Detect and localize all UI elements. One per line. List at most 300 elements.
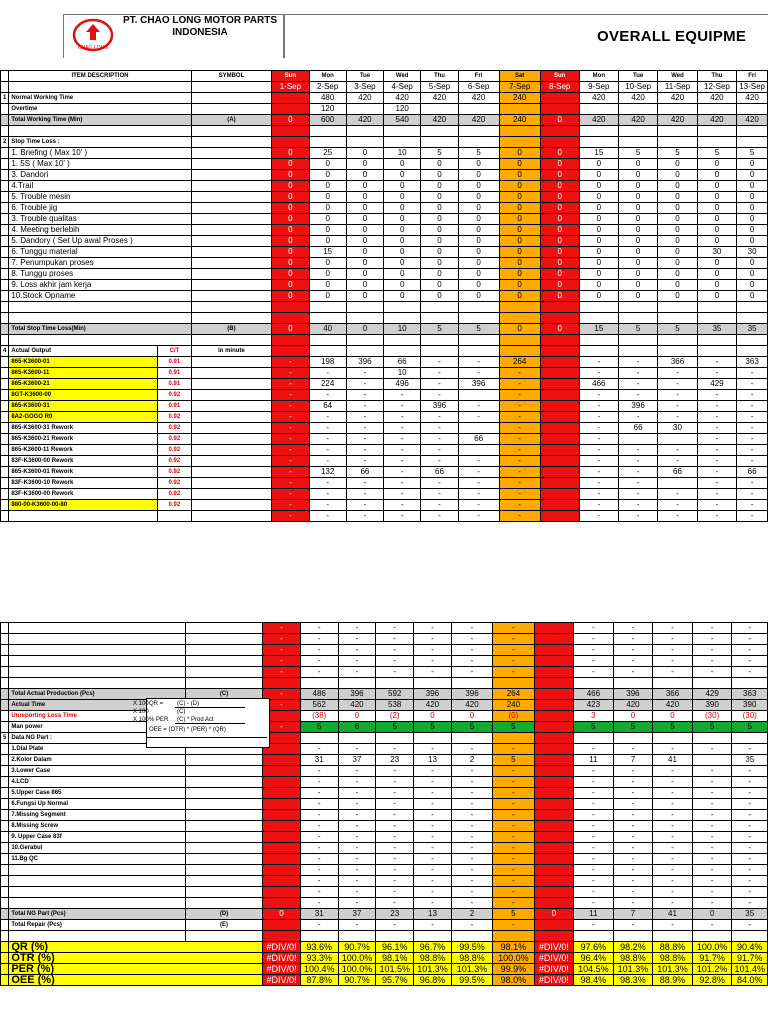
cell: 0	[499, 258, 540, 269]
cell	[540, 412, 579, 423]
cell: 0	[499, 181, 540, 192]
cell: 0	[451, 711, 492, 722]
summary-value: 98.8%	[451, 953, 492, 964]
company-logo-icon	[72, 18, 114, 54]
cell	[540, 478, 579, 489]
row-symbol	[191, 192, 272, 203]
cell: 0	[272, 159, 309, 170]
cell: 31	[300, 909, 338, 920]
cell	[737, 313, 768, 324]
cell	[421, 313, 458, 324]
cell: -	[300, 843, 338, 854]
cell: -	[499, 379, 540, 390]
cell: -	[613, 623, 653, 634]
cell: 2	[1, 137, 9, 148]
cell	[534, 634, 574, 645]
row-label	[9, 898, 186, 909]
cell	[540, 500, 579, 511]
cell	[1, 456, 9, 467]
cell: -	[574, 766, 614, 777]
summary-value: #DIV/0!	[534, 975, 574, 986]
cell	[191, 379, 272, 390]
row-number	[1, 887, 9, 898]
cell	[1, 357, 9, 368]
cell	[338, 678, 376, 689]
cell: 466	[574, 689, 614, 700]
cell: -	[732, 865, 768, 876]
row-label: Total NG Part (Pcs)	[9, 909, 186, 920]
cell	[540, 357, 579, 368]
cell	[534, 733, 574, 744]
cell: 420	[421, 93, 458, 104]
cell	[346, 346, 383, 357]
date-header: 9-Sep	[579, 82, 618, 93]
cell: -	[263, 700, 301, 711]
cell: -	[613, 843, 653, 854]
row-label: 3. Trouble qualitas	[9, 214, 191, 225]
report-header	[0, 0, 768, 58]
cell: 0	[458, 247, 499, 258]
cell	[376, 931, 414, 942]
cell: 13	[414, 909, 452, 920]
cell: 0	[540, 192, 579, 203]
cell: 5	[300, 722, 338, 733]
row-number	[1, 225, 9, 236]
cell: 0	[658, 225, 697, 236]
cell: 0	[697, 203, 737, 214]
cycle-time: 0.92	[158, 478, 191, 489]
cell	[658, 126, 697, 137]
cell	[1, 623, 9, 634]
cell: -	[338, 788, 376, 799]
cell: -	[493, 821, 534, 832]
summary-value: 101.3%	[653, 964, 693, 975]
cell: 0	[414, 711, 452, 722]
cell: 0	[458, 225, 499, 236]
cell	[338, 931, 376, 942]
cell: 420	[737, 115, 768, 126]
cell: 0	[618, 203, 657, 214]
cell: -	[658, 489, 697, 500]
cell: 0	[309, 203, 346, 214]
cell: -	[300, 898, 338, 909]
cell: 5	[421, 324, 458, 335]
cell: 0	[534, 909, 574, 920]
row-number	[1, 898, 9, 909]
cell: -	[579, 489, 618, 500]
cell	[458, 126, 499, 137]
cell	[534, 722, 574, 733]
cell: -	[263, 623, 301, 634]
cell: 0	[579, 203, 618, 214]
cell: 0	[458, 280, 499, 291]
cell: 0	[458, 269, 499, 280]
cell: -	[579, 500, 618, 511]
day-header: Sun	[272, 71, 309, 82]
summary-value: 90.7%	[338, 975, 376, 986]
cell: -	[493, 843, 534, 854]
cell: -	[376, 920, 414, 931]
cell: 0	[272, 115, 309, 126]
cell	[1, 975, 9, 986]
cell: -	[697, 357, 737, 368]
cell: -	[732, 810, 768, 821]
cell: 0	[499, 203, 540, 214]
cell: -	[338, 645, 376, 656]
cell: -	[618, 445, 657, 456]
cell: -	[732, 766, 768, 777]
cell: -	[493, 832, 534, 843]
cell: -	[493, 920, 534, 931]
cell	[9, 667, 186, 678]
cell	[697, 137, 737, 148]
cell: 5	[458, 324, 499, 335]
cell: 132	[309, 467, 346, 478]
cell: (30)	[732, 711, 768, 722]
cell: -	[376, 623, 414, 634]
cell: -	[376, 876, 414, 887]
cell: -	[384, 445, 421, 456]
cell: 64	[309, 401, 346, 412]
cell	[346, 335, 383, 346]
cell: 420	[618, 93, 657, 104]
summary-value: 99.9%	[493, 964, 534, 975]
cell: 0	[499, 225, 540, 236]
cell: 0	[272, 324, 309, 335]
cell: 0	[579, 280, 618, 291]
cell: -	[658, 401, 697, 412]
cell: 7	[613, 909, 653, 920]
cell	[263, 777, 301, 788]
cell: -	[732, 854, 768, 865]
cell: -	[499, 412, 540, 423]
cell: 0	[458, 258, 499, 269]
cell: 0	[540, 236, 579, 247]
cell: 0	[346, 170, 383, 181]
cell	[534, 755, 574, 766]
day-header: Tue	[346, 71, 383, 82]
cell: -	[376, 645, 414, 656]
cell: -	[346, 478, 383, 489]
part-number: 8A2-GOGO R0	[9, 412, 158, 423]
cell	[185, 678, 262, 689]
cell: -	[618, 467, 657, 478]
cell	[534, 843, 574, 854]
cell: -	[309, 478, 346, 489]
cell	[263, 898, 301, 909]
cell: -	[421, 357, 458, 368]
cell: 66	[658, 467, 697, 478]
cell: 3	[574, 711, 614, 722]
date-header: 2-Sep	[309, 82, 346, 93]
row-label: Actual Time	[9, 700, 186, 711]
cell: 0	[658, 291, 697, 302]
cell: 5	[493, 722, 534, 733]
cell	[540, 346, 579, 357]
cell	[451, 733, 492, 744]
row-symbol	[185, 777, 262, 788]
cell: -	[692, 744, 732, 755]
cell: -	[272, 368, 309, 379]
cell	[338, 733, 376, 744]
cell	[658, 478, 697, 489]
cell: -	[613, 656, 653, 667]
cell	[185, 645, 262, 656]
cell: -	[613, 898, 653, 909]
cell: 23	[376, 755, 414, 766]
cell	[540, 423, 579, 434]
row-label: 1. Briefing ( Max 10' )	[9, 148, 191, 159]
cell: 420	[613, 700, 653, 711]
cell	[263, 755, 301, 766]
cell: 264	[493, 689, 534, 700]
cell	[574, 931, 614, 942]
cell	[534, 854, 574, 865]
row-label: 1.Dial Plate	[9, 744, 186, 755]
cell: 41	[653, 909, 693, 920]
cell: -	[493, 799, 534, 810]
cell	[191, 445, 272, 456]
cell: -	[653, 920, 693, 931]
cell	[384, 313, 421, 324]
cell: -	[692, 799, 732, 810]
cell: 0	[658, 170, 697, 181]
cell	[618, 137, 657, 148]
summary-value: 101.3%	[414, 964, 452, 975]
cell: In minute	[191, 346, 272, 357]
cell	[540, 93, 579, 104]
cell	[737, 302, 768, 313]
cell: -	[451, 777, 492, 788]
row-label: 5. Trouble mesin	[9, 192, 191, 203]
cell: -	[300, 920, 338, 931]
cell: -	[338, 920, 376, 931]
cell	[384, 126, 421, 137]
cell: -	[653, 788, 693, 799]
cell: 0	[346, 269, 383, 280]
cell: 0	[540, 269, 579, 280]
row-label: 7. Penumpukan proses	[9, 258, 191, 269]
row-label	[9, 865, 186, 876]
cell: 562	[300, 700, 338, 711]
day-header: Wed	[658, 71, 697, 82]
cell: -	[574, 810, 614, 821]
cell: 396	[613, 689, 653, 700]
cell	[414, 678, 452, 689]
cell: 0	[613, 711, 653, 722]
cell: 538	[376, 700, 414, 711]
cell: -	[346, 423, 383, 434]
row-label: Total Actual Production (Pcs)	[9, 689, 186, 700]
cell	[697, 313, 737, 324]
cell: -	[300, 810, 338, 821]
cell: -	[692, 656, 732, 667]
cell: 66	[737, 467, 768, 478]
cell: -	[732, 920, 768, 931]
cell: 429	[692, 689, 732, 700]
cell: 0	[499, 280, 540, 291]
date-header: 6-Sep	[458, 82, 499, 93]
cell	[1, 82, 9, 93]
cell: -	[613, 821, 653, 832]
cell	[540, 302, 579, 313]
summary-value: 100.4%	[300, 964, 338, 975]
row-symbol	[185, 788, 262, 799]
cell: 23	[376, 909, 414, 920]
part-number: 865-K3600-01	[9, 357, 158, 368]
cell	[1, 434, 9, 445]
summary-value: 100.0%	[493, 953, 534, 964]
row-symbol	[191, 225, 272, 236]
cell	[618, 335, 657, 346]
cell: 0	[346, 203, 383, 214]
cell	[1, 412, 9, 423]
cell: -	[338, 634, 376, 645]
cell: -	[300, 645, 338, 656]
cell	[737, 126, 768, 137]
cell: 0	[737, 159, 768, 170]
cell: 0	[458, 170, 499, 181]
cell: 0	[421, 159, 458, 170]
cell: 0	[618, 214, 657, 225]
cell: -	[263, 634, 301, 645]
cell	[658, 313, 697, 324]
cell	[493, 931, 534, 942]
cell: -	[574, 832, 614, 843]
cell	[263, 854, 301, 865]
cell	[658, 137, 697, 148]
cell: 0	[579, 225, 618, 236]
summary-value: 98.2%	[613, 942, 653, 953]
cell: -	[692, 788, 732, 799]
cell: -	[737, 500, 768, 511]
cell	[540, 368, 579, 379]
cell: 5	[618, 148, 657, 159]
cell: -	[692, 876, 732, 887]
cell: -	[451, 645, 492, 656]
cell: -	[618, 456, 657, 467]
cell: 0	[737, 192, 768, 203]
cell	[732, 931, 768, 942]
cell: -	[263, 722, 301, 733]
cell	[309, 335, 346, 346]
cell	[737, 104, 768, 115]
cell	[272, 104, 309, 115]
cell: -	[658, 368, 697, 379]
cell	[534, 656, 574, 667]
cell: -	[613, 832, 653, 843]
summary-label: OEE (%)	[9, 975, 263, 986]
cell: -	[309, 368, 346, 379]
summary-value: #DIV/0!	[534, 964, 574, 975]
row-label: 10.Stock Opname	[9, 291, 191, 302]
row-number	[1, 843, 9, 854]
row-label: Normal Working Time	[9, 93, 191, 104]
cell: -	[338, 810, 376, 821]
row-label: 9. Loss akhir jam kerja	[9, 280, 191, 291]
cell	[540, 511, 579, 522]
cell: -	[653, 854, 693, 865]
cell: 40	[309, 324, 346, 335]
cell: 0	[421, 214, 458, 225]
summary-value: 93.3%	[300, 953, 338, 964]
cell: 0	[658, 280, 697, 291]
cell: 5	[658, 148, 697, 159]
cell	[534, 645, 574, 656]
cell: -	[421, 489, 458, 500]
row-symbol	[185, 854, 262, 865]
cell	[613, 678, 653, 689]
cell: -	[421, 423, 458, 434]
cell: -	[272, 379, 309, 390]
cell: -	[338, 623, 376, 634]
cell: 0	[346, 236, 383, 247]
cell: 5	[613, 722, 653, 733]
cell: -	[613, 667, 653, 678]
cell: -	[272, 456, 309, 467]
row-label: 1. 5S ( Max 10' )	[9, 159, 191, 170]
cell: 0	[499, 236, 540, 247]
row-number	[1, 280, 9, 291]
cell: 0	[618, 192, 657, 203]
cell: -	[300, 667, 338, 678]
cell: -	[574, 821, 614, 832]
cell: -	[499, 478, 540, 489]
cell: -	[376, 821, 414, 832]
cell	[534, 832, 574, 843]
cell: (0)	[493, 711, 534, 722]
cell	[309, 137, 346, 148]
cell: -	[499, 500, 540, 511]
cell: -	[309, 434, 346, 445]
cell	[384, 346, 421, 357]
cell: -	[579, 357, 618, 368]
cell: 0	[309, 236, 346, 247]
cell	[737, 346, 768, 357]
cell: -	[451, 766, 492, 777]
cell: -	[376, 854, 414, 865]
summary-value: #DIV/0!	[263, 953, 301, 964]
cell	[346, 126, 383, 137]
cell: -	[499, 423, 540, 434]
cell: 224	[309, 379, 346, 390]
cell: -	[346, 368, 383, 379]
cell: 264	[499, 357, 540, 368]
cell: -	[493, 810, 534, 821]
cell: -	[732, 821, 768, 832]
cell: -	[338, 832, 376, 843]
cell: -	[574, 667, 614, 678]
cell: -	[692, 667, 732, 678]
cell: -	[338, 865, 376, 876]
cell: -	[737, 445, 768, 456]
cell	[9, 634, 186, 645]
cell	[191, 313, 272, 324]
cell: 198	[309, 357, 346, 368]
cell: -	[493, 788, 534, 799]
cell	[534, 766, 574, 777]
cell: -	[376, 810, 414, 821]
summary-value: 88.8%	[653, 942, 693, 953]
cell: -	[653, 656, 693, 667]
cell: 420	[697, 115, 737, 126]
cell	[534, 887, 574, 898]
cell: 0	[499, 148, 540, 159]
cell	[658, 335, 697, 346]
cell: -	[737, 511, 768, 522]
cell: -	[613, 744, 653, 755]
row-symbol	[185, 766, 262, 777]
